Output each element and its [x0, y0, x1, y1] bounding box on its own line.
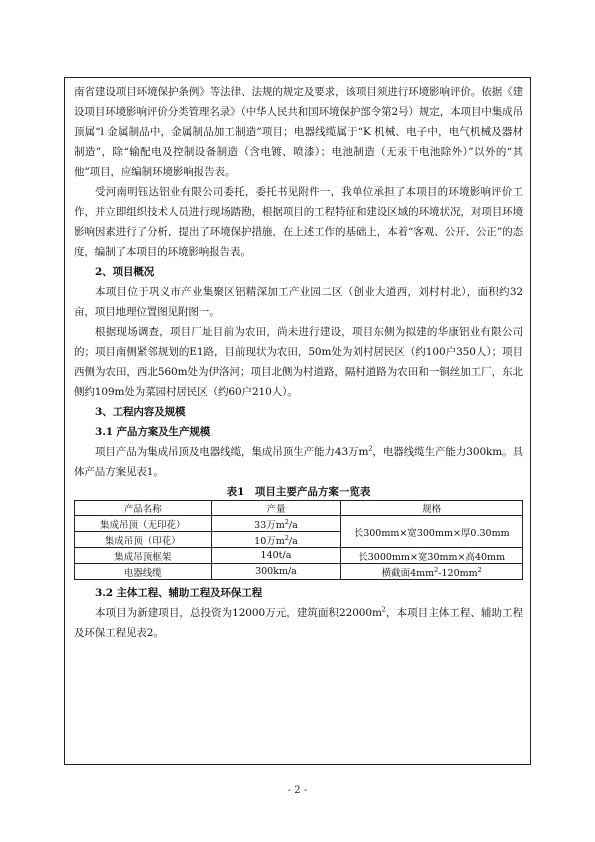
spec-superscript: 2 [434, 565, 439, 574]
output-cell: 300km/a [211, 564, 341, 580]
spec-text: -120mm [438, 567, 478, 579]
investment-superscript: 2 [381, 605, 386, 614]
spec-text: 横截面4mm [381, 567, 435, 579]
document-body [74, 82, 523, 643]
product-name-cell: 集成吊顶（印花） [75, 532, 212, 548]
spec-cell [341, 564, 523, 580]
product-name-cell: 集成吊顶框架 [75, 548, 212, 564]
paragraph-location: 本项目位于巩义市产业集聚区铝精深加工产业园二区（创业大道西，刘村村北），面积约32亩，项目地理位置图见附图一。 [74, 286, 523, 318]
table-header-cell: 产量 [211, 501, 341, 516]
investment-text-pre: 本项目为新建项目，总投资为12000万元，建筑面积22000m [95, 607, 382, 619]
output-superscript: 2 [284, 517, 289, 526]
capacity-text-pre: 项目产品为集成吊顶及电器线缆，集成吊顶生产能力43万m [95, 446, 369, 458]
table1-caption: 表1 项目主要产品方案一览表 [226, 486, 371, 498]
paragraph-site-survey: 根据现场调查，项目厂址目前为农田，尚未进行建设，项目东侧为拟建的华康铝业有限公司的；项目南侧紧邻规划的E1路，目前现状为农田，50m处为刘村居民区（约100户350人）；项目西侧为农田，西北560m处为伊洛河；项目北侧为村道路，隔村道路为农田和一铜丝加工厂，东北侧约109m处为菜园村居民区（约60户210人）。 [74, 326, 523, 398]
output-cell [211, 516, 341, 532]
content-frame [64, 77, 531, 765]
output-superscript: 2 [284, 533, 289, 542]
heading-project-overview: 2、项目概况 [95, 266, 155, 278]
table-header-cell: 规格 [341, 501, 523, 516]
heading-product-plan: 3.1 产品方案及生产规模 [95, 426, 211, 438]
table-header-cell: 产品名称 [75, 501, 212, 516]
output-unit: /a [288, 519, 298, 531]
product-plan-table [74, 500, 523, 580]
table-row [75, 516, 523, 532]
spec-superscript: 2 [477, 565, 482, 574]
table-row [75, 564, 523, 580]
heading-engineering-scale: 3、工程内容及规模 [95, 406, 186, 418]
spec-cell-merged: 长300mm×宽300mm×厚0.30mm [341, 516, 523, 548]
paragraph-commission: 受河南明钰达铝业有限公司委托，委托书见附件一，我单位承担了本项目的环境影响评价工作，并立即组织技术人员进行现场踏勘，根据项目的工程特征和建设区域的环境状况，对项目环境影响因素进行了分析，提出了环境保护措施，在上述工作的基础上，本着“客观、公开、公正”的态度，编制了本项目的环境影响报告表。 [74, 186, 523, 258]
output-cell: 140t/a [211, 548, 341, 564]
product-name-cell: 电器线缆 [75, 564, 212, 580]
paragraph-investment [74, 603, 523, 643]
page-number: - 2 - [287, 785, 308, 796]
output-value: 10万m [254, 535, 285, 547]
spec-cell: 长3000mm×宽30mm×高40mm [341, 548, 523, 564]
paragraph-capacity [74, 442, 523, 482]
output-unit: /a [288, 535, 298, 547]
capacity-superscript: 2 [368, 444, 373, 453]
output-cell [211, 532, 341, 548]
product-name-cell: 集成吊顶（无印花） [75, 516, 212, 532]
paragraph-regulations: 南省建设项目环境保护条例》等法律、法规的规定及要求，该项目须进行环境影响评价。依据《建设项目环境影响评价分类管理名录》（中华人民共和国环境保护部令第2号）规定，本项目中集成吊顶属“l 金属制品中，金属制品加工制造”项目；电器线缆属于“K 机械、电子中，电气机械及器材制造”，除“输配电及控制设备制造（含电镀、喷漆）；电池制造（无汞干电池除外）”以外的“其他”项目，应编制环境影响报告表。 [74, 86, 523, 178]
output-value: 33万m [254, 519, 285, 531]
table-row [75, 548, 523, 564]
heading-main-works: 3.2 主体工程、辅助工程及环保工程 [95, 587, 263, 599]
capacity-text-post: ，电器线缆生产能力300km。具体产品方案见表1。 [74, 446, 523, 478]
table-header-row [75, 501, 523, 516]
investment-text-post: ，本项目主体工程、辅助工程及环保工程见表2。 [74, 607, 523, 639]
